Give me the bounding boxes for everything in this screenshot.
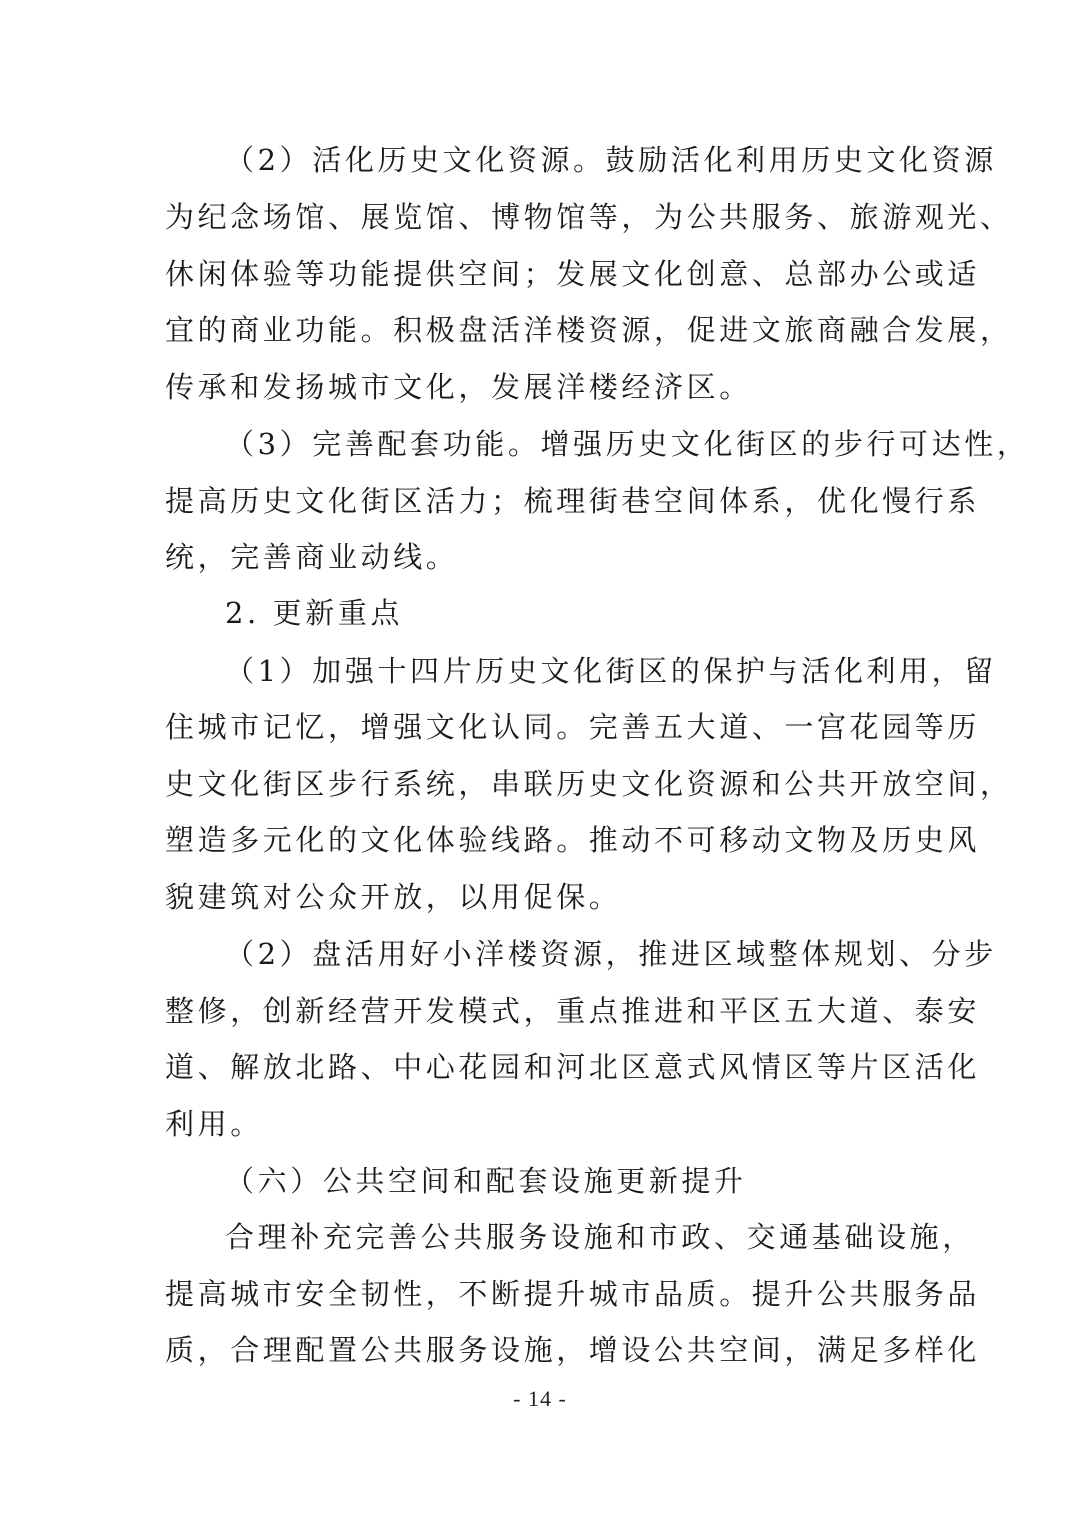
paragraph-line: （2）盘活用好小洋楼资源，推进区域整体规划、分步	[225, 937, 997, 971]
paragraph-line: 为纪念场馆、展览馆、博物馆等，为公共服务、旅游观光、	[165, 200, 1013, 234]
paragraph-line: 整修，创新经营开发模式，重点推进和平区五大道、泰安	[165, 994, 981, 1028]
paragraph-line: 统，完善商业动线。	[165, 540, 459, 574]
section-heading: （六）公共空间和配套设施更新提升	[225, 1164, 747, 1198]
page-number: - 14 -	[513, 1386, 567, 1411]
paragraph-line: （1）加强十四片历史文化街区的保护与活化利用，留	[225, 654, 997, 688]
paragraph-line: 提高历史文化街区活力；梳理街巷空间体系，优化慢行系	[165, 484, 981, 518]
paragraph-line: 道、解放北路、中心花园和河北区意式风情区等片区活化	[165, 1050, 981, 1084]
paragraph-line: （2）活化历史文化资源。鼓励活化利用历史文化资源	[225, 143, 997, 177]
paragraph-line: （3）完善配套功能。增强历史文化街区的步行可达性，	[225, 427, 1030, 461]
paragraph-line: 休闲体验等功能提供空间；发展文化创意、总部办公或适	[165, 257, 981, 291]
paragraph-line: 史文化街区步行系统，串联历史文化资源和公共开放空间，	[165, 767, 1013, 801]
section-heading: 2. 更新重点	[225, 596, 404, 630]
paragraph-line: 住城市记忆，增强文化认同。完善五大道、一宫花园等历	[165, 710, 981, 744]
paragraph-line: 合理补充完善公共服务设施和市政、交通基础设施，	[225, 1220, 975, 1254]
paragraph-line: 貌建筑对公众开放，以用促保。	[165, 880, 622, 914]
paragraph-line: 质，合理配置公共服务设施，增设公共空间，满足多样化	[165, 1333, 981, 1367]
paragraph-line: 提高城市安全韧性，不断提升城市品质。提升公共服务品	[165, 1277, 981, 1311]
paragraph-line: 传承和发扬城市文化，发展洋楼经济区。	[165, 370, 752, 404]
paragraph-line: 塑造多元化的文化体验线路。推动不可移动文物及历史风	[165, 823, 981, 857]
paragraph-line: 宜的商业功能。积极盘活洋楼资源，促进文旅商融合发展，	[165, 313, 1013, 347]
paragraph-line: 利用。	[165, 1107, 263, 1141]
